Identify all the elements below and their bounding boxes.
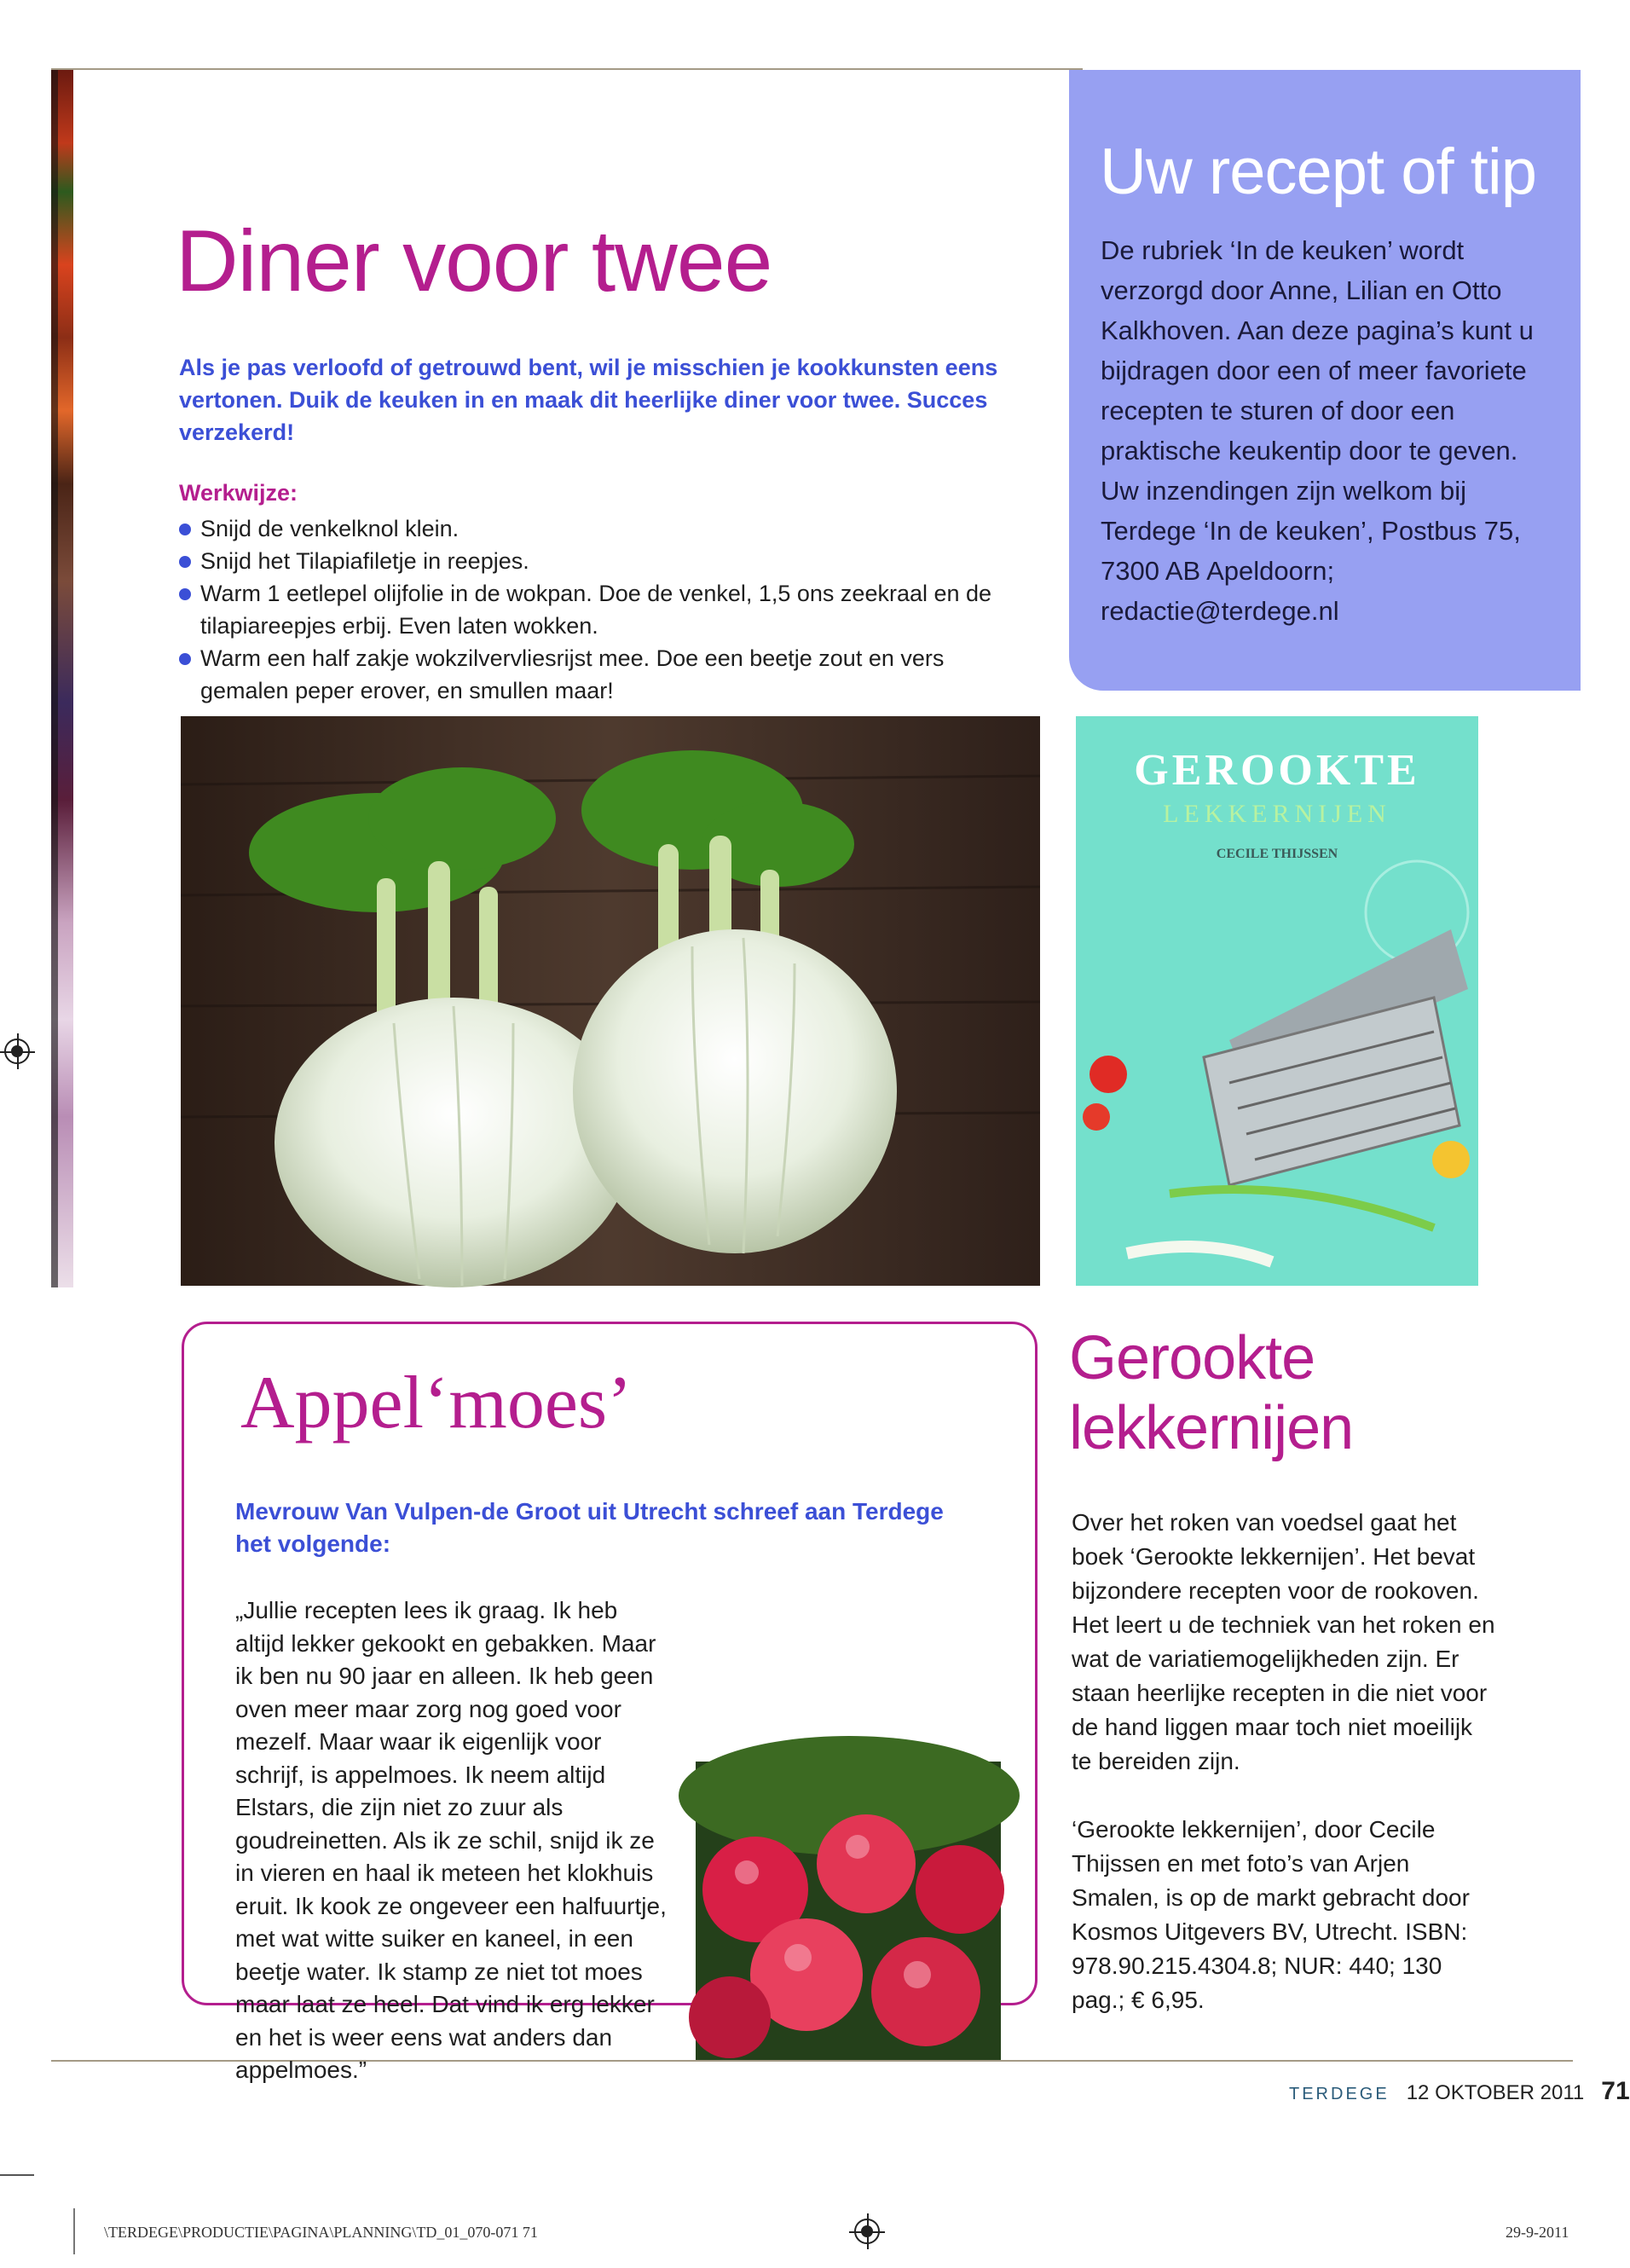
book-cover-subtitle: LEKKERNIJEN	[1163, 800, 1391, 828]
book-review-title-line: Gerookte	[1069, 1324, 1315, 1392]
tip-heading: Uw recept of tip	[1100, 136, 1536, 208]
left-bleed-mark	[0, 2174, 34, 2176]
apple-photo	[696, 1762, 1001, 2060]
slug-divider	[73, 2208, 75, 2254]
bullet-icon	[179, 556, 191, 568]
fennel-photo	[181, 716, 1040, 1286]
tomato	[1083, 1103, 1110, 1131]
registration-mark-left	[4, 1039, 30, 1064]
bullet-icon	[179, 653, 191, 665]
method-step	[179, 512, 1032, 545]
book-review-paragraph: Over het roken van voedsel gaat het boek ‘Gerookte lekkernijen’. Het bevat bijzondere recepten voor de rookoven. Het leert u de techniek van het roken en wat de variatiemogelijkheden zijn. Er staan heerlijke recepten in die niet voor de hand liggen maar toch niet moeilijk te bereiden zijn.	[1072, 1509, 1495, 1774]
book-cover-title: GEROOKTE	[1134, 746, 1420, 795]
method-step	[179, 545, 1032, 577]
bullet-icon	[179, 524, 191, 535]
fennel-illustration	[181, 716, 1040, 1286]
page-footer	[1289, 2077, 1630, 2106]
appelmoes-title: Appel‘moes’	[240, 1362, 633, 1444]
bullet-icon	[179, 588, 191, 600]
book-review-title	[1069, 1323, 1353, 1463]
method-step-text: Snijd de venkelknol klein.	[200, 516, 460, 541]
method-heading: Werkwijze:	[179, 480, 298, 506]
slug-date: 29-9-2011	[1506, 2224, 1569, 2241]
apple-illustration	[696, 1762, 1001, 2060]
book-cover-image	[1076, 716, 1478, 1286]
page-number: 71	[1601, 2077, 1630, 2105]
method-step	[179, 642, 1032, 707]
method-step-text: Snijd het Tilapiafiletje in reepjes.	[200, 548, 529, 574]
slug-path: \TERDEGE\PRODUCTIE\PAGINA\PLANNING\TD_01_070-071 71	[104, 2224, 538, 2241]
tip-body: De rubriek ‘In de keuken’ wordt verzorgd door Anne, Lilian en Otto Kalkhoven. Aan deze pagina’s kunt u bijdragen door een of meer favoriete recepten te sturen of door een praktische keukentip door te geven. Uw inzendingen zijn welkom bij Terdege ‘In de keuken’, Postbus 75, 7300 AB Apeldoorn; redactie@terdege.nl	[1101, 235, 1534, 626]
footer-date: 12 OKTOBER 2011	[1406, 2081, 1585, 2104]
book-cover-illustration	[1076, 716, 1478, 1286]
edge-photo-shadow	[51, 70, 58, 1287]
book-review-title-line: lekkernijen	[1069, 1394, 1354, 1462]
appelmoes-letter-text: „Jullie recepten lees ik graag. Ik heb altijd lekker gekookt en gebakken. Maar ik ben nu 90 jaar en alleen. Ik heb geen oven meer maar zorg nog goed voor mezelf. Maar waar ik eigenlijk voor schrijf, is appelmoes. Ik neem altijd Elstars, die zijn niet zo zuur als goudreinetten. Als ik ze schil, snijd ik ze in vieren en haal ik meteen het klokhuis eruit. Ik kook ze ongeveer een halfuurtje, met wat witte suiker en kaneel, in een beetje water. Ik stamp ze niet tot moes maar laat ze heel. Dat vind ik erg lekker en het is weer eens wat anders dan appelmoes.”	[235, 1597, 667, 2083]
lemon	[1432, 1141, 1470, 1178]
method-step-text: Warm 1 eetlepel olijfolie in de wokpan. Doe de venkel, 1,5 ons zeekraal en de tilapiareepjes erbij. Even laten wokken.	[200, 581, 992, 639]
book-review-paragraph: ‘Gerookte lekkernijen’, door Cecile Thijssen en met foto’s van Arjen Smalen, is op de markt gebracht door Kosmos Uitgevers BV, Utrecht. ISBN: 978.90.215.4304.8; NUR: 440; 130 pag.; € 6,95.	[1072, 1816, 1470, 2013]
article-title: Diner voor twee	[176, 212, 772, 310]
top-trim-line	[51, 68, 1083, 70]
method-step-text: Warm een half zakje wokzilvervliesrijst mee. Doe een beetje zout en vers gemalen peper erover, en smullen maar!	[200, 645, 945, 703]
article-intro: Als je pas verloofd of getrouwd bent, wil je misschien je kookkunsten eens vertonen. Duik de keuken in en maak dit heerlijke diner voor twee. Succes verzekerd!	[179, 355, 998, 445]
appelmoes-intro: Mevrouw Van Vulpen-de Groot uit Utrecht schreef aan Terdege het volgende:	[235, 1498, 944, 1557]
method-step	[179, 577, 1032, 642]
book-cover-author: CECILE THIJSSEN	[1216, 847, 1338, 861]
footer-publication: TERDEGE	[1289, 2085, 1390, 2103]
registration-mark-bottom	[854, 2219, 880, 2244]
method-steps	[179, 512, 1032, 707]
tomato	[1090, 1056, 1127, 1093]
